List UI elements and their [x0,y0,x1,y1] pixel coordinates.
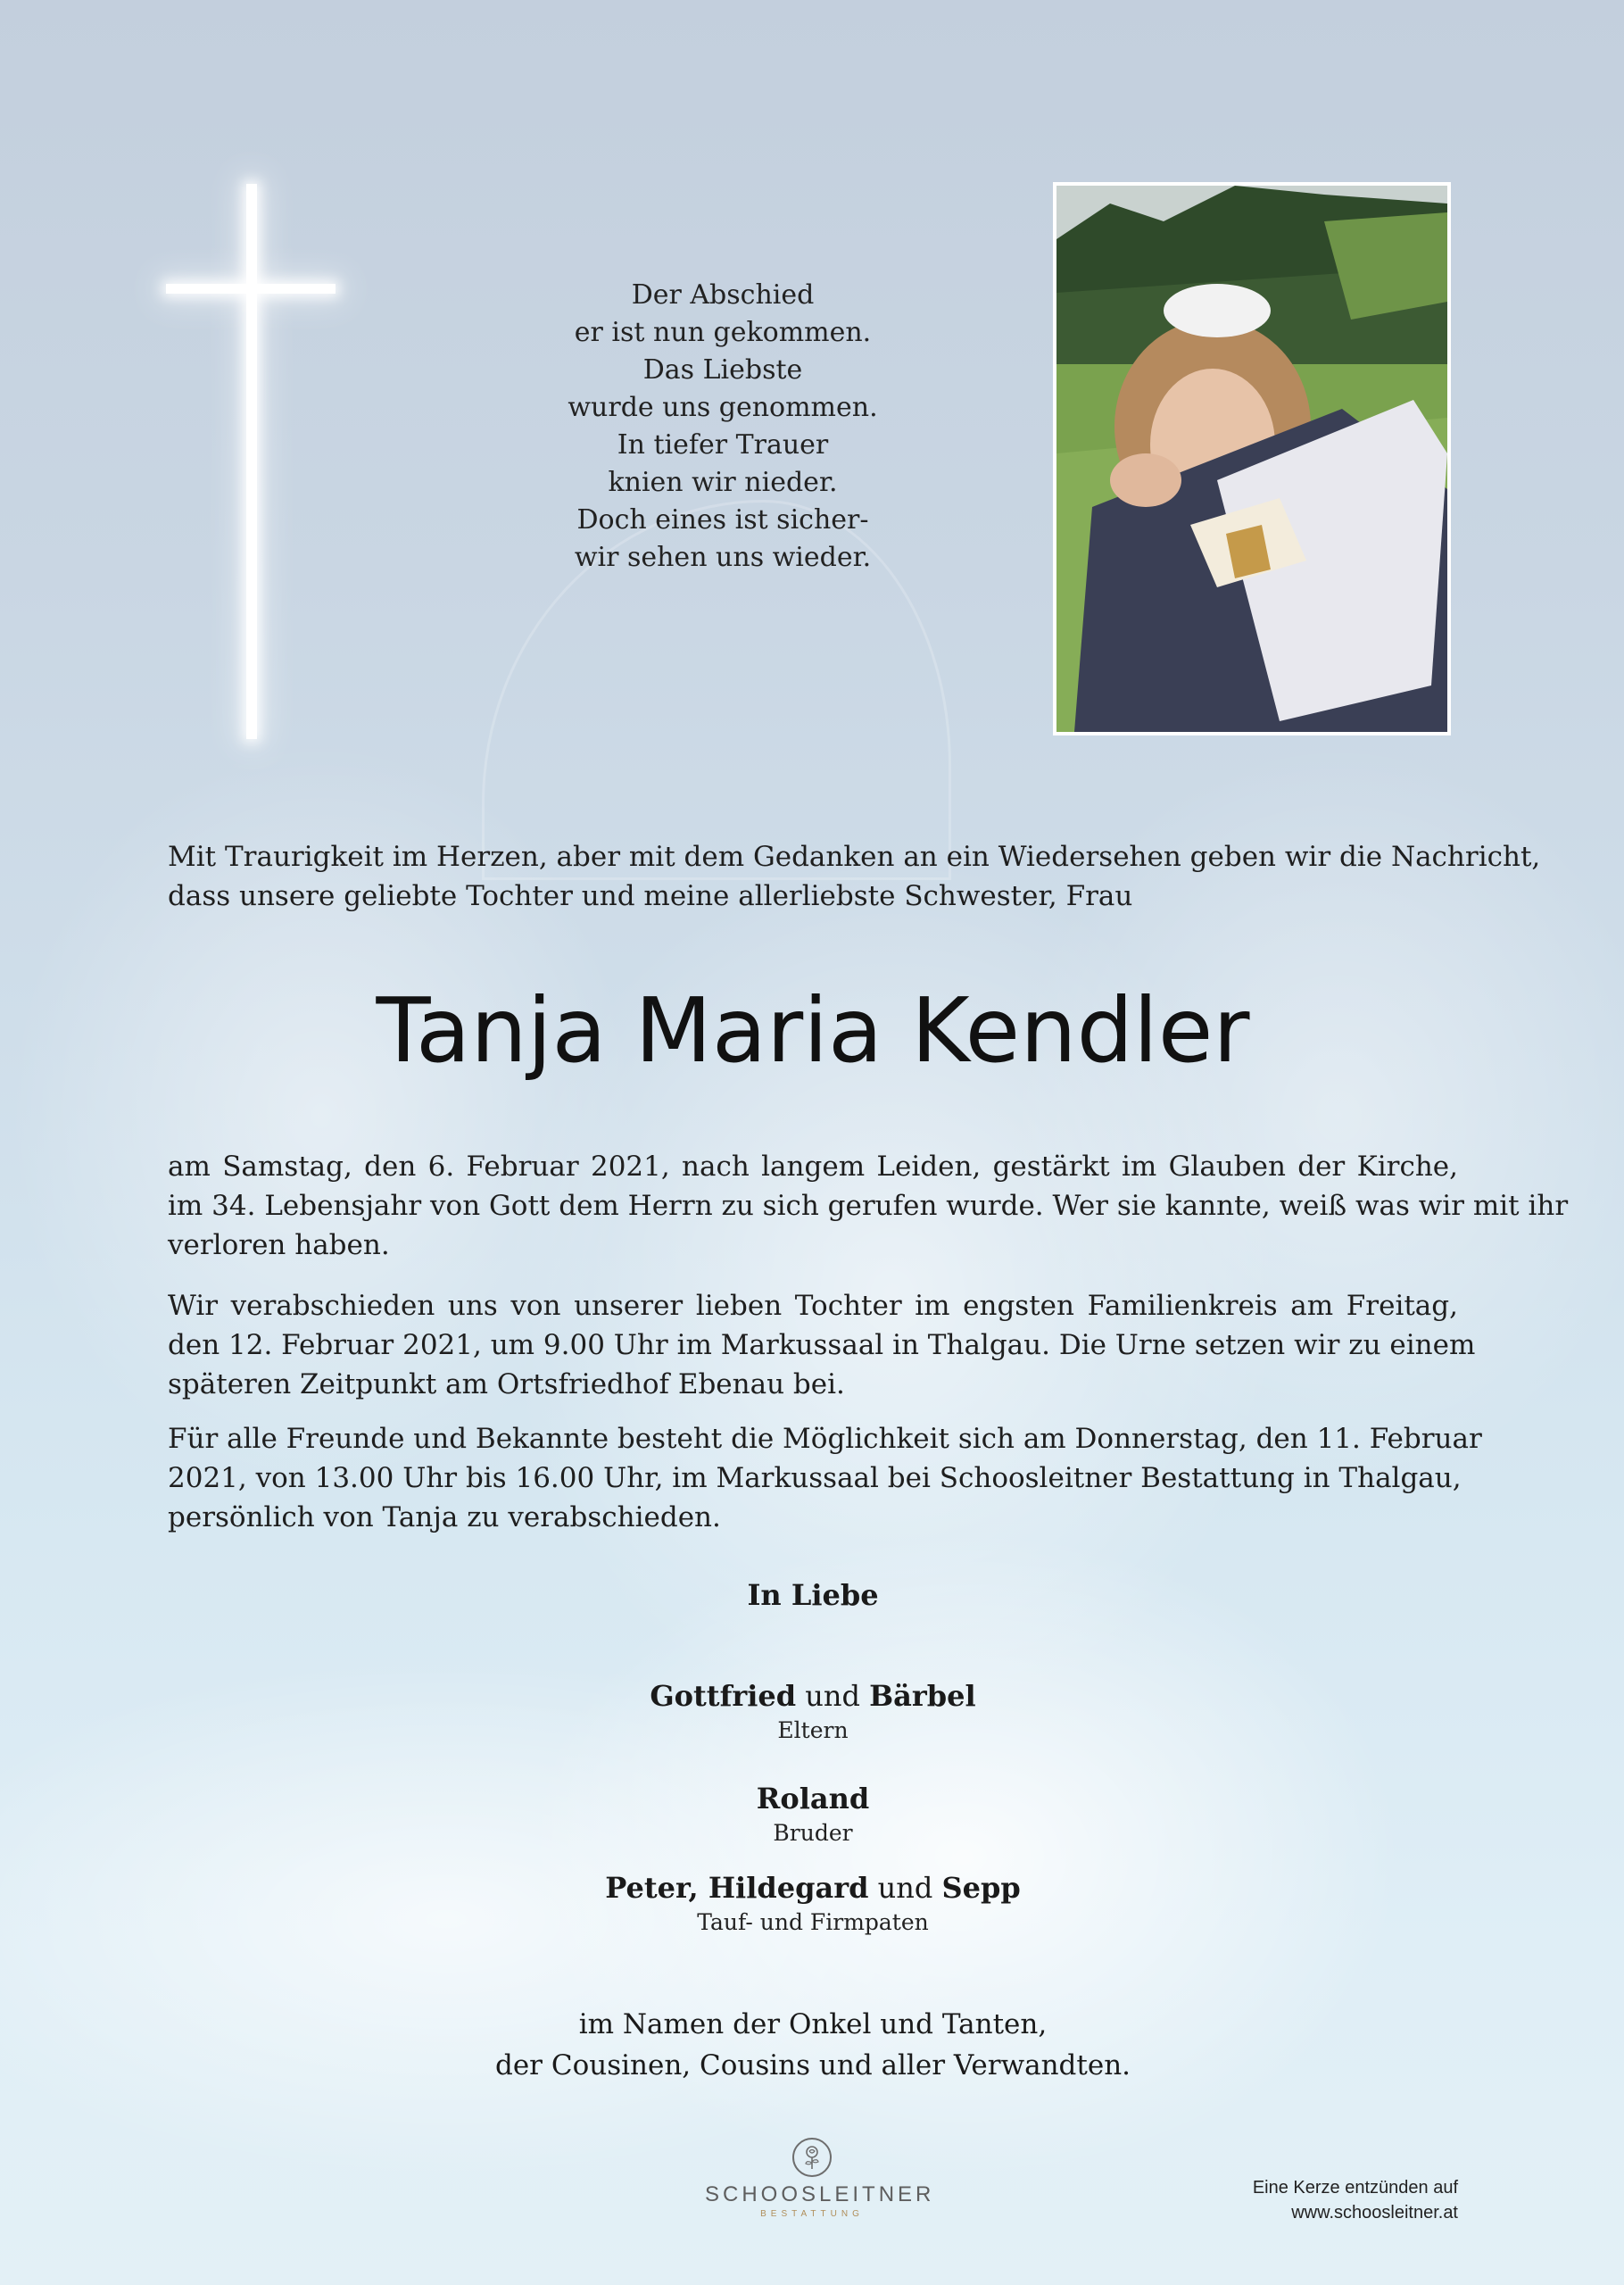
paragraph-line: persönlich von Tanja zu verabschieden. [168,1501,721,1533]
family-name: Peter, Hildegard [605,1871,869,1905]
family-brother [168,1779,1458,1849]
logo-name: SCHOOSLEITNER [705,2182,935,2206]
farewell-paragraph [168,1286,1476,1404]
poem-line: knien wir nieder. [608,467,838,498]
website-link[interactable]: www.schoosleitner.at [1291,2203,1458,2223]
paragraph-line: verloren haben. [168,1229,390,1261]
death-announcement-paragraph [168,1147,1569,1265]
viewing-paragraph [168,1419,1482,1537]
poem [500,277,946,577]
family-names [168,1779,1458,1818]
poem-line: wir sehen uns wieder. [574,542,872,573]
cross-vertical-beam [246,184,257,739]
paragraph-line: späteren Zeitpunkt am Ortsfriedhof Ebenau bei. [168,1368,845,1400]
poem-line: Das Liebste [642,354,803,386]
poem-line: Der Abschied [631,279,815,311]
family-name: Gottfried [650,1679,797,1713]
closing-line: im Namen der Onkel und Tanten, [578,2008,1048,2040]
poem-line: Doch eines ist sicher- [576,504,869,536]
funeral-home-logo [705,2138,935,2219]
paragraph-line: Wir verabschieden uns von unserer lieben Tochter im engsten Familienkreis am Freitag, [168,1290,1458,1322]
family-names [168,1676,1458,1716]
family-parents [168,1676,1458,1746]
poem-line: In tiefer Trauer [617,429,829,461]
family-relation: Tauf- und Firmpaten [697,1909,929,1935]
paragraph-line: den 12. Februar 2021, um 9.00 Uhr im Markussaal in Thalgau. Die Urne setzen wir zu einem [168,1329,1476,1361]
family-name: Bärbel [869,1679,976,1713]
candle-text: Eine Kerze entzünden auf [1252,2178,1458,2198]
family-relation: Bruder [773,1820,853,1846]
rose-icon [792,2138,832,2177]
intro-line: Mit Traurigkeit im Herzen, aber mit dem Gedanken an ein Wiedersehen geben wir die Nachricht, [168,841,1541,873]
logo-subtitle: BESTATTUNG [760,2209,864,2219]
paragraph-line: 2021, von 13.00 Uhr bis 16.00 Uhr, im Markussaal bei Schoosleitner Bestattung in Thalgau, [168,1462,1462,1494]
family-names [168,1868,1458,1907]
paragraph-line: am Samstag, den 6. Februar 2021, nach langem Leiden, gestärkt im Glauben der Kirche, [168,1151,1458,1183]
poem-line: wurde uns genommen. [568,392,878,423]
deceased-name: Tanja Maria Kendler [376,978,1250,1083]
family-godparents [168,1868,1458,1938]
family-relation: Eltern [777,1717,849,1743]
paragraph-line: im 34. Lebensjahr von Gott dem Herrn zu sich gerufen wurde. Wer sie kannte, weiß was wir mit ihr [168,1190,1569,1222]
family-name: Sepp [941,1871,1021,1905]
closing-text [168,2004,1458,2086]
portrait-photo-illustration [1056,186,1447,732]
portrait-photo [1053,182,1451,735]
family-connector: und [868,1871,942,1905]
closing-line: der Cousinen, Cousins und aller Verwandten. [494,2049,1131,2081]
family-connector: und [796,1679,870,1713]
in-love-heading: In Liebe [747,1578,879,1612]
cross-horizontal-beam [166,284,336,294]
intro-text [168,837,1541,916]
intro-line: dass unsere geliebte Tochter und meine allerliebste Schwester, Frau [168,880,1133,912]
candle-link-block [1151,2175,1458,2225]
poem-line: er ist nun gekommen. [574,317,872,348]
family-name: Roland [756,1782,870,1816]
paragraph-line: Für alle Freunde und Bekannte besteht die Möglichkeit sich am Donnerstag, den 11. Februar [168,1423,1482,1455]
